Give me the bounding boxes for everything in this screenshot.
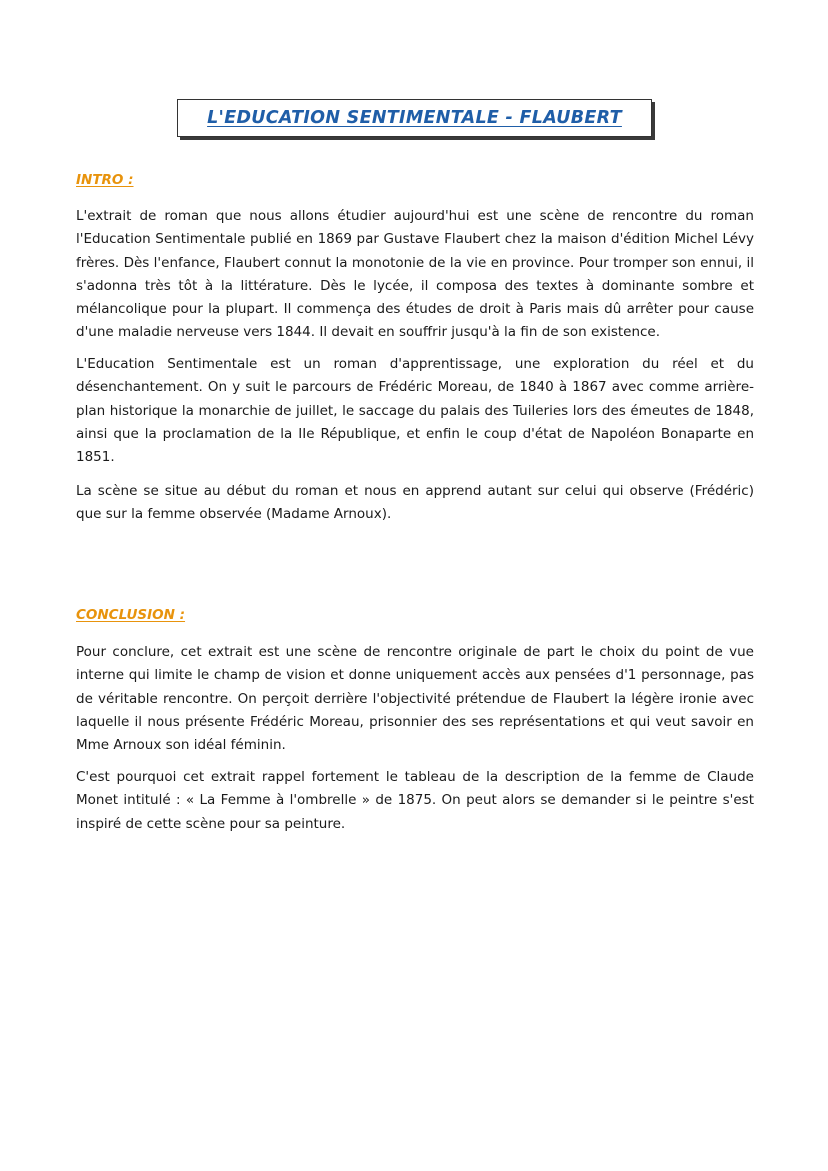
conclusion-heading: CONCLUSION :: [76, 607, 186, 623]
document-title: L'EDUCATION SENTIMENTALE - FLAUBERT: [207, 108, 622, 128]
conclusion-paragraph-1: Pour conclure, cet extrait est une scène de rencontre originale de part le choix du point de vue interne qui limite le champ de vision et donne uniquement accès aux pensées d'1 personnage, pas de véritable rencontre. On perçoit derrière l'objectivité prétendue de Flaubert la légère ironie avec laquelle il nous présente Frédéric Moreau, prisonnier des ses représentations et qui veut savoir en Mme Arnoux son idéal féminin.: [76, 644, 754, 754]
intro-paragraph-3: La scène se situe au début du roman et nous en apprend autant sur celui qui observe (Frédéric) que sur la femme observée (Madame Arnoux).: [76, 483, 754, 523]
title-box: [177, 99, 652, 137]
conclusion-paragraph-2: C'est pourquoi cet extrait rappel fortement le tableau de la description de la femme de Claude Monet intitulé : « La Femme à l'ombrelle » de 1875. On peut alors se demander si le peintre s'est inspiré de cette scène pour sa peinture.: [76, 769, 754, 832]
intro-paragraph-1: L'extrait de roman que nous allons étudier aujourd'hui est une scène de rencontre du roman l'Education Sentimentale publié en 1869 par Gustave Flaubert chez la maison d'édition Michel Lévy frères. Dès l'enfance, Flaubert connut la monotonie de la vie en province. Pour tromper son ennui, il s'adonna très tôt à la littérature. Dès le lycée, il composa des textes à dominante sombre et mélancolique pour la plupart. Il commença des études de droit à Paris mais dû arrêter pour cause d'une maladie nerveuse vers 1844. Il devait en souffrir jusqu'à la fin de son existence.: [76, 208, 754, 341]
intro-paragraph-2: L'Education Sentimentale est un roman d'apprentissage, une exploration du réel et du désenchantement. On y suit le parcours de Frédéric Moreau, de 1840 à 1867 avec comme arrière-plan historique la monarchie de juillet, le saccage du palais des Tuileries lors des émeutes de 1848, ainsi que la proclamation de la IIe République, et enfin le coup d'état de Napoléon Bonaparte en 1851.: [76, 356, 754, 466]
intro-heading: INTRO :: [76, 172, 134, 188]
